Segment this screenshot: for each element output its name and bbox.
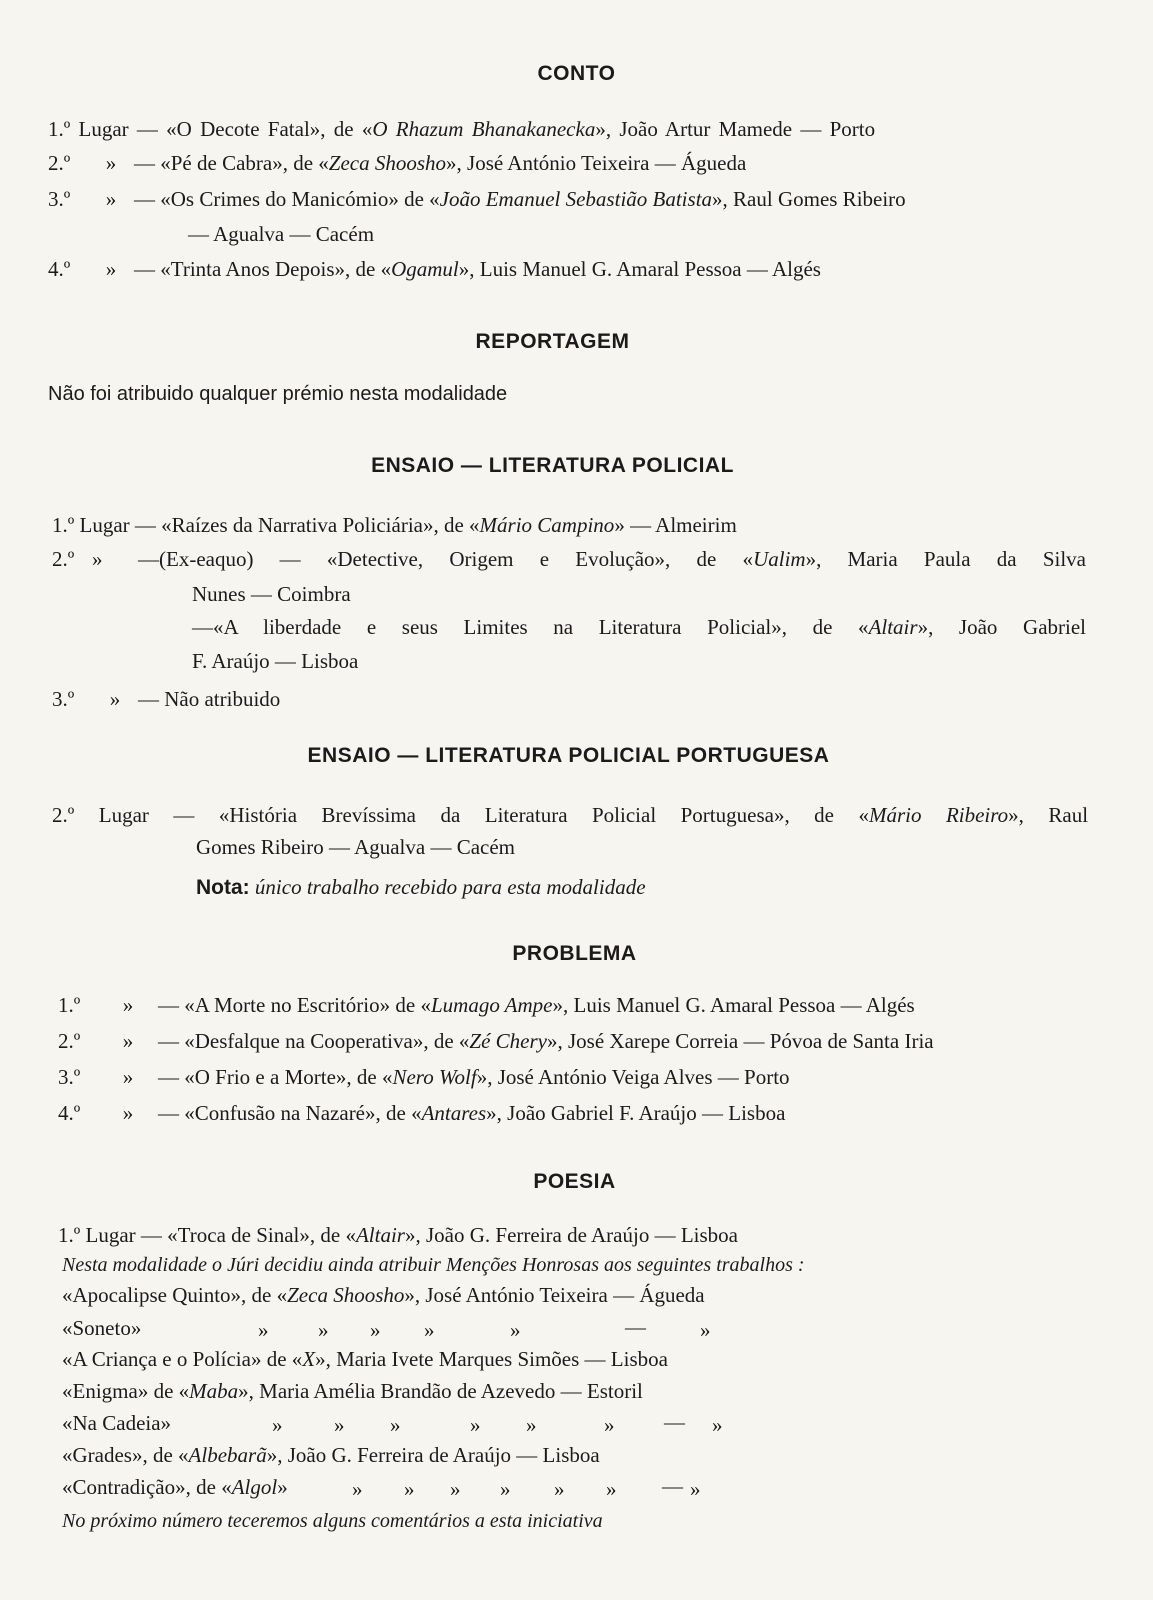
ditto-mark: » xyxy=(404,1477,415,1501)
poesia-mencao-6: «Grades», de «Albebarã», João G. Ferreira de Araújo — Lisboa xyxy=(62,1443,600,1467)
conto-entry-3-cont: — Agualva — Cacém xyxy=(188,222,375,246)
heading-ensaio: ENSAIO — LITERATURA POLICIAL xyxy=(371,454,734,477)
ensaio-entry-2b: —«A liberdade e seus Limites na Literatura Policial», de «Altair», João Gabriel xyxy=(192,615,1087,639)
heading-conto: CONTO xyxy=(537,62,616,85)
ditto-mark: » xyxy=(352,1477,363,1501)
ditto-mark: » xyxy=(500,1477,511,1501)
ditto-dash: — xyxy=(625,1315,646,1339)
ditto-mark: » xyxy=(272,1413,283,1437)
heading-poesia: POESIA xyxy=(533,1170,616,1193)
ensaio-pt-entry-1-cont: Gomes Ribeiro — Agualva — Cacém xyxy=(196,835,516,859)
ditto-dash: — xyxy=(662,1474,683,1498)
ditto-mark: » xyxy=(424,1318,435,1342)
ensaio-pt-entry-1: 2.º Lugar — «História Brevíssima da Literatura Policial Portuguesa», de «Mário Ribeiro», Raul xyxy=(52,803,1089,827)
problema-entry-1: 1.º » — «A Morte no Escritório» de «Lumago Ampe», Luis Manuel G. Amaral Pessoa — Algés xyxy=(58,993,915,1017)
ditto-mark: » xyxy=(700,1318,711,1342)
poesia-mencao-4: «Enigma» de «Maba», Maria Amélia Brandão de Azevedo — Estoril xyxy=(62,1379,643,1403)
ditto-mark: » xyxy=(450,1477,461,1501)
heading-ensaio-portuguesa: ENSAIO — LITERATURA POLICIAL PORTUGUESA xyxy=(307,744,830,767)
ensaio-entry-1: 1.º Lugar — «Raízes da Narrativa Policiária», de «Mário Campino» — Almeirim xyxy=(52,513,737,537)
poesia-mencao-7: «Contradição», de «Algol» xyxy=(62,1475,288,1499)
closing-note: No próximo número teceremos alguns comentários a esta iniciativa xyxy=(62,1510,603,1532)
ditto-mark: » xyxy=(526,1413,537,1437)
poesia-mencao-5: «Na Cadeia» xyxy=(62,1411,172,1435)
ensaio-pt-nota xyxy=(196,874,646,901)
heading-reportagem: REPORTAGEM xyxy=(475,330,630,353)
ditto-mark: » xyxy=(470,1413,481,1437)
ditto-mark: » xyxy=(334,1413,345,1437)
poesia-mencoes-intro: Nesta modalidade o Júri decidiu ainda atribuir Menções Honrosas aos seguintes trabalhos : xyxy=(62,1254,805,1276)
ditto-mark: » xyxy=(604,1413,615,1437)
conto-entry-1: 1.º Lugar — «O Decote Fatal», de «O Rhazum Bhanakanecka», João Artur Mamede — Porto xyxy=(48,117,876,141)
heading-problema: PROBLEMA xyxy=(512,942,637,965)
problema-entry-2: 2.º » — «Desfalque na Cooperativa», de «Zé Chery», José Xarepe Correia — Póvoa de Santa Iria xyxy=(58,1029,934,1053)
reportagem-text: Não foi atribuido qualquer prémio nesta modalidade xyxy=(48,383,508,405)
conto-entry-3: 3.º » — «Os Crimes do Manicómio» de «João Emanuel Sebastião Batista», Raul Gomes Ribeiro xyxy=(48,187,906,211)
ditto-mark: » xyxy=(554,1477,565,1501)
conto-entry-2: 2.º » — «Pé de Cabra», de «Zeca Shoosho», José António Teixeira — Águeda xyxy=(48,151,747,175)
ensaio-entry-3: 3.º » — Não atribuido xyxy=(52,687,281,711)
ensaio-entry-2-cont: Nunes — Coimbra xyxy=(192,582,351,606)
ditto-mark: » xyxy=(606,1477,617,1501)
ditto-mark: » xyxy=(318,1318,329,1342)
poesia-mencao-3: «A Criança e o Polícia» de «X», Maria Ivete Marques Simões — Lisboa xyxy=(62,1347,668,1371)
ditto-dash: — xyxy=(664,1410,685,1434)
ditto-mark: » xyxy=(370,1318,381,1342)
poesia-entry-1: 1.º Lugar — «Troca de Sinal», de «Altair», João G. Ferreira de Araújo — Lisboa xyxy=(58,1223,738,1247)
ditto-mark: » xyxy=(390,1413,401,1437)
ditto-mark: » xyxy=(712,1413,723,1437)
ditto-mark: » xyxy=(258,1318,269,1342)
nota-text: único trabalho recebido para esta modalidade xyxy=(254,875,646,899)
conto-entry-4: 4.º » — «Trinta Anos Depois», de «Ogamul», Luis Manuel G. Amaral Pessoa — Algés xyxy=(48,257,821,281)
ditto-mark: » xyxy=(690,1477,701,1501)
ensaio-entry-2: 2.º » —(Ex-eaquo) — «Detective, Origem e Evolução», de «Ualim», Maria Paula da Silva xyxy=(52,547,1086,571)
nota-label: Nota: xyxy=(196,876,250,899)
poesia-mencao-1: «Apocalipse Quinto», de «Zeca Shoosho», José António Teixeira — Águeda xyxy=(62,1283,705,1307)
problema-entry-4: 4.º » — «Confusão na Nazaré», de «Antares», João Gabriel F. Araújo — Lisboa xyxy=(58,1101,786,1125)
problema-entry-3: 3.º » — «O Frio e a Morte», de «Nero Wolf», José António Veiga Alves — Porto xyxy=(58,1065,790,1089)
ensaio-entry-2b-cont: F. Araújo — Lisboa xyxy=(192,649,359,673)
poesia-mencao-2: «Soneto» xyxy=(62,1316,142,1340)
ditto-mark: » xyxy=(510,1318,521,1342)
